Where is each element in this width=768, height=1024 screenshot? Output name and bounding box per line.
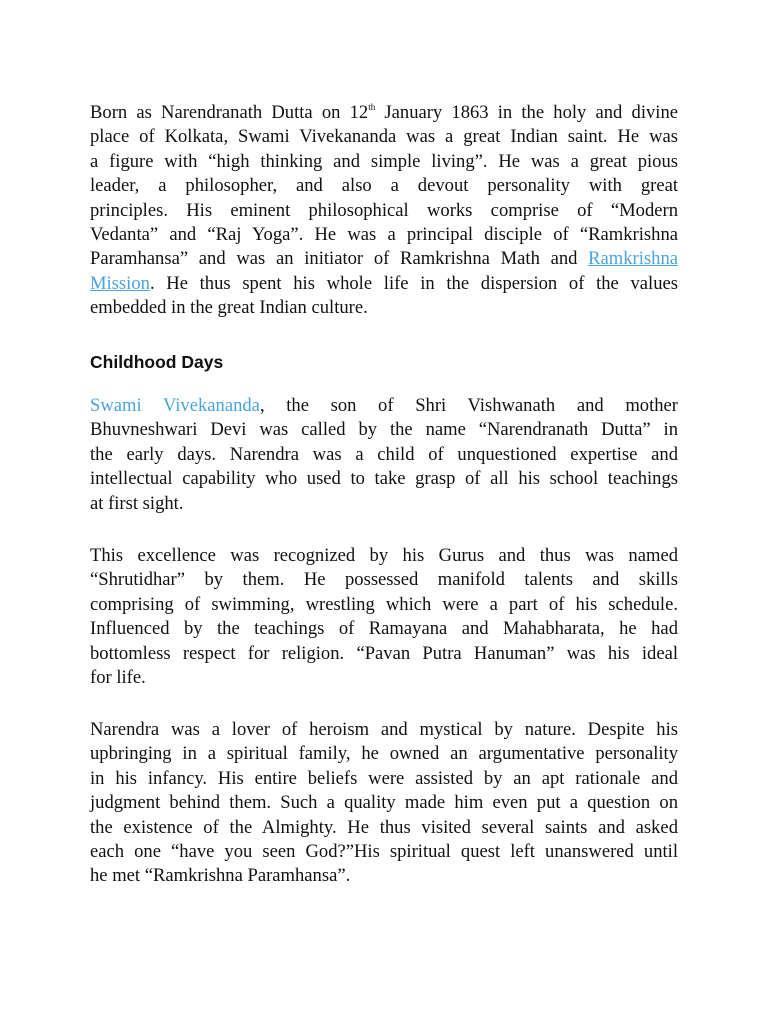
excellence-paragraph [90,544,678,690]
text-line: judgment behind them. Such a quality made him even put a question on [90,792,678,814]
text-line: the existence of the Almighty. He thus visited several saints and asked [90,816,678,838]
intro-paragraph [90,101,678,321]
text-line: “Shrutidhar” by them. He possessed manifold talents and skills [90,569,678,591]
text-line: Bhuvneshwari Devi was called by the name “Narendranath Dutta” in [90,419,678,441]
text-line: upbringing in a spiritual family, he owned an argumentative personality [90,743,678,765]
text-line: for life. [90,667,146,689]
text-line: leader, a philosopher, and also a devout personality with great [90,175,678,197]
heroism-paragraph [90,718,678,889]
text-line: principles. His eminent philosophical works comprise of “Modern [90,199,678,221]
text-line: at first sight. [90,492,184,514]
childhood-paragraph [90,394,678,516]
text-line: embedded in the great Indian culture. [90,297,368,319]
text-line: Narendra was a lover of heroism and mystical by nature. Despite his [90,719,678,740]
text-line: in his infancy. His entire beliefs were assisted by an apt rationale and [90,767,678,789]
text-line: he met “Ramkrishna Paramhansa”. [90,865,351,887]
swami-vivekananda-link[interactable]: Swami Vivekananda [90,395,260,416]
text-line: the early days. Narendra was a child of unquestioned expertise and [90,443,678,465]
ramkrishna-mission-link-continued[interactable]: Mission [90,272,150,294]
section-heading-childhood: Childhood Days [90,352,224,372]
text-line [90,101,678,125]
text-line: This excellence was recognized by his Gurus and thus was named [90,545,678,566]
text-segment: , the son of Shri Vishwanath and mother [259,395,678,416]
ramkrishna-mission-link[interactable]: Ramkrishna [588,248,678,270]
text-segment: January 1863 in the holy and divine [375,102,679,123]
ordinal-superscript: th [368,102,376,112]
text-line [90,394,678,418]
text-line: bottomless respect for religion. “Pavan Putra Hanuman” was his ideal [90,642,678,664]
text-segment: Born as Narendranath Dutta on 12 [90,102,369,123]
text-line [90,272,678,296]
text-line: Influenced by the teachings of Ramayana and Mahabharata, he had [90,618,678,640]
text-line: a figure with “high thinking and simple living”. He was a great pious [90,150,678,172]
text-segment: . He thus spent his whole life in the dispersion of the values [149,272,678,294]
text-line: intellectual capability who used to take grasp of all his school teachings [90,468,678,490]
text-line: comprising of swimming, wrestling which were a part of his schedule. [90,593,678,615]
text-line: place of Kolkata, Swami Vivekananda was a great Indian saint. He was [90,126,678,148]
text-line: each one “have you seen God?”His spiritual quest left unanswered until [90,841,678,863]
text-line [90,247,678,271]
text-line: Vedanta” and “Raj Yoga”. He was a principal disciple of “Ramkrishna [90,224,678,246]
text-segment: Paramhansa” and was an initiator of Ramkrishna Math and [90,248,589,270]
